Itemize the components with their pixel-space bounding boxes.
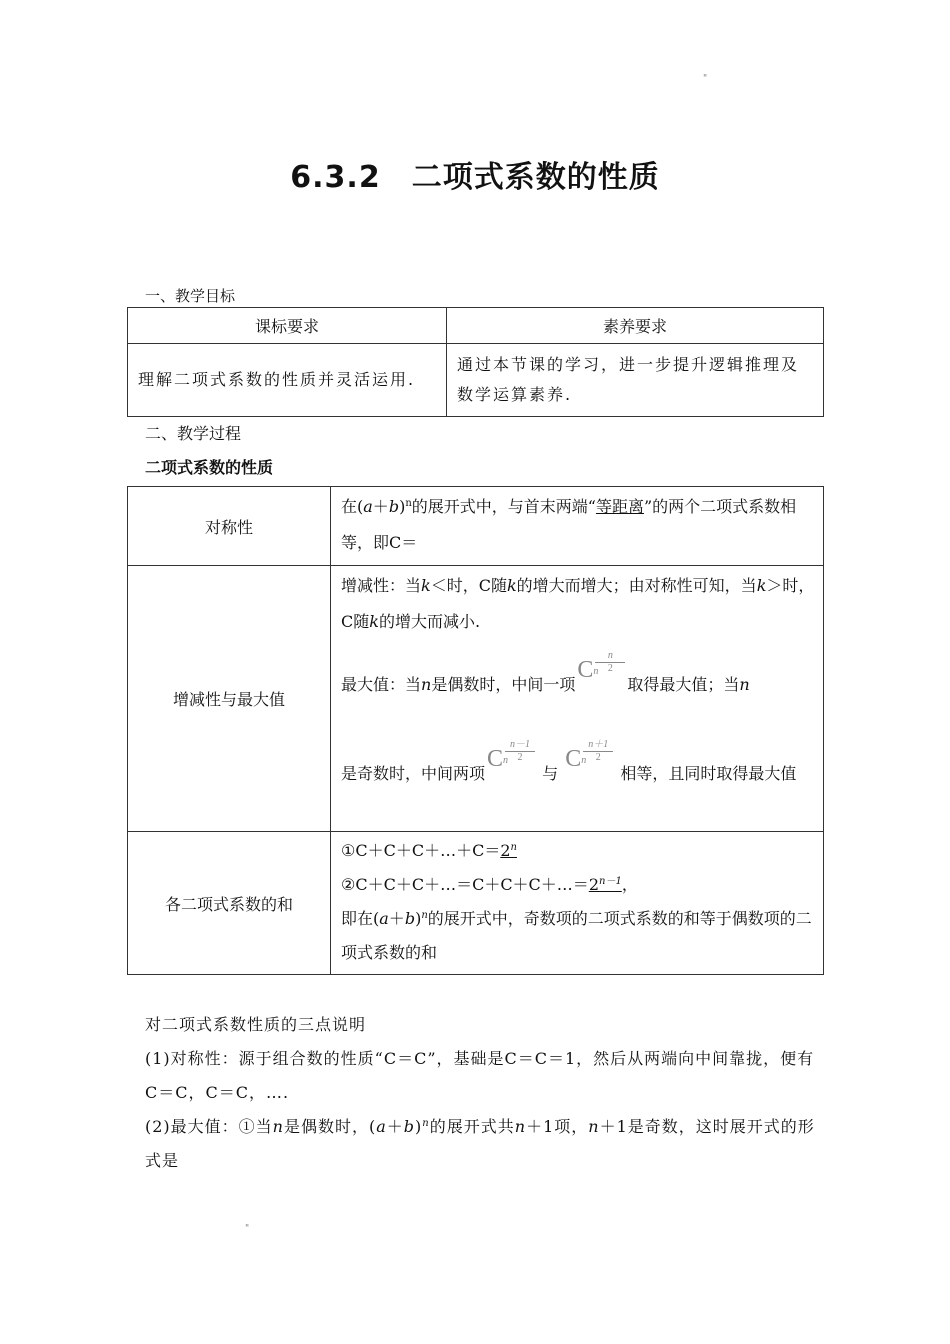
binom-middle-term: C n $\frac{n}{2}$ bbox=[575, 650, 627, 696]
monotonicity-text: 增减性：当k＜时，C随k的增大而增大；由对称性可知，当k＞时，C随k的增大而减小. bbox=[341, 576, 815, 631]
sum-line-3: 即在$(a+b)^n$的展开式中，奇数项的二项式系数的和等于偶数项的二项式系数的和 bbox=[341, 909, 812, 962]
goals-header-literacy: 素养要求 bbox=[447, 308, 824, 344]
notes-point-1: (1)对称性：源于组合数的性质“C＝C”，基础是C＝C＝1，然后从两端向中间靠拢，便有C＝C，C＝C，…. bbox=[145, 1049, 815, 1102]
notes-block bbox=[145, 1008, 825, 1178]
sum-line-2: $②C+C+C+\dots=C+C+C+\dots=2^{n-1}$， bbox=[341, 875, 638, 894]
page-mark-top: " bbox=[703, 74, 708, 84]
monotonicity-label: 增减性与最大值 bbox=[128, 566, 331, 832]
subheading-properties: 二项式系数的性质 bbox=[145, 458, 274, 477]
goals-curriculum-cell: 理解二项式系数的性质并灵活运用. bbox=[128, 344, 447, 417]
sum-line-1: $①C+C+C+\dots+C=2^n$ bbox=[341, 841, 517, 860]
maximum-text: 最大值：当n是偶数时，中间一项 C n $\frac{n}{2}$ 取得最大值；当n 是奇数时，中间两项 C n $\frac{n-1}{2}$ 与 C n $\frac{n+1}{2}$ 相等，且同时取得最大值 bbox=[341, 650, 797, 783]
sum-content bbox=[331, 832, 824, 975]
equal-distance-term: 等距离 bbox=[595, 497, 644, 516]
goals-table bbox=[127, 307, 824, 417]
notes-point-2: (2)最大值：①当n是偶数时，$(a+b)^n$的展开式共n＋1项，n＋1是奇数，这时展开式的形式是 bbox=[145, 1117, 815, 1170]
binom-upper-middle-term: C n $\frac{n+1}{2}$ bbox=[563, 739, 615, 785]
page-mark-bottom: " bbox=[245, 1224, 250, 1234]
symmetry-label: 对称性 bbox=[128, 487, 331, 566]
page-title: 6.3.2 二项式系数的性质 bbox=[290, 160, 660, 195]
notes-heading: 对二项式系数性质的三点说明 bbox=[145, 1015, 367, 1034]
goals-literacy-cell: 通过本节课的学习，进一步提升逻辑推理及数学运算素养. bbox=[447, 344, 824, 417]
sum-label: 各二项式系数的和 bbox=[128, 832, 331, 975]
section-heading-objectives: 一、教学目标 bbox=[145, 287, 236, 305]
monotonicity-content bbox=[331, 566, 824, 832]
symmetry-content: 在$(a+b)^n$的展开式中，与首末两端“等距离”的两个二项式系数相等，即C＝ bbox=[331, 487, 824, 566]
properties-table bbox=[127, 486, 824, 975]
binom-lower-middle-term: C n $\frac{n-1}{2}$ bbox=[485, 739, 537, 785]
goals-header-curriculum: 课标要求 bbox=[128, 308, 447, 344]
section-heading-process: 二、教学过程 bbox=[145, 424, 242, 443]
